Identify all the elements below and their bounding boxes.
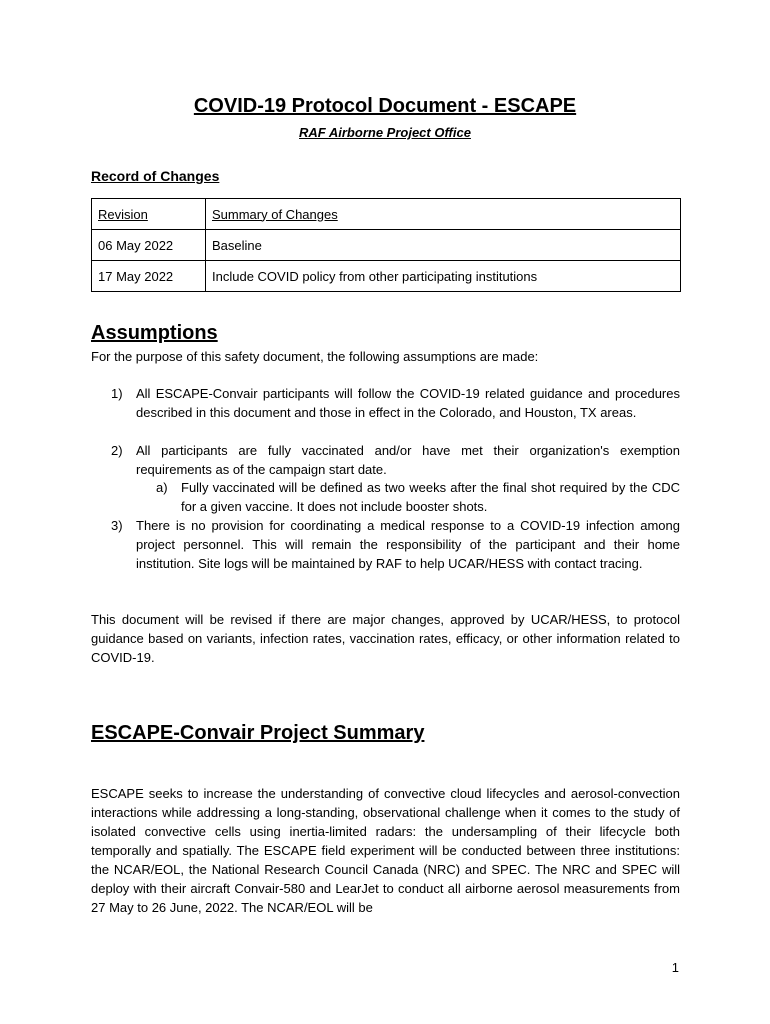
list-item-number: a) [156,480,168,495]
project-summary-body: ESCAPE seeks to increase the understanding of convective cloud lifecycles and aerosol-convection interactions while addressing a long-standing, observational challenge when it comes to the study of isolated convective cells using inertia-limited radars: the undersampling of their lifecycle both temporally and spatially. The ESCAPE field experiment will be conducted between three institutions: the NCAR/EOL, the National Research Council Canada (NRC) and SPEC. The NRC and SPEC will deploy with their aircraft Convair-580 and LearJet to conduct all airborne aerosol measurements from 27 May to 26 June, 2022. The NCAR/EOL will be [91,786,680,915]
document-subtitle: RAF Airborne Project Office [299,125,471,140]
assumptions-heading: Assumptions [91,322,218,344]
table-row [92,261,681,292]
page-number: 1 [671,960,679,975]
list-item-text: All ESCAPE-Convair participants will follow the COVID-19 related guidance and procedures described in this document and those in effect in the Colorado, and Houston, TX areas. [136,386,680,420]
revision-cell: 06 May 2022 [92,230,206,261]
column-header-revision: Revision [92,199,206,230]
list-item-number: 1) [111,386,123,401]
list-item [91,441,680,479]
table-row [92,230,681,261]
list-item-text: Fully vaccinated will be defined as two weeks after the final shot required by the CDC for a given vaccine. It does not include booster shots. [181,480,680,514]
list-item-number: 3) [111,518,123,533]
project-summary-heading: ESCAPE-Convair Project Summary [91,722,425,744]
table-header-row [92,199,681,230]
list-item [91,516,680,573]
list-item-text: There is no provision for coordinating a medical response to a COVID-19 infection among project personnel. This will remain the responsibility of the participant and their home institution. Site logs will be maintained by RAF to help UCAR/HESS with contact tracing. [136,518,680,571]
summary-cell: Baseline [206,230,681,261]
record-of-changes-table [91,198,681,292]
list-item [91,478,680,516]
summary-cell: Include COVID policy from other participating institutions [206,261,681,292]
assumptions-intro: For the purpose of this safety document, the following assumptions are made: [91,349,539,364]
revision-cell: 17 May 2022 [92,261,206,292]
assumptions-closing-paragraph: This document will be revised if there are major changes, approved by UCAR/HESS, to protocol guidance based on variants, infection rates, vaccination rates, efficacy, or other information related to COVID-19. [91,612,680,665]
list-item-text: All participants are fully vaccinated and/or have met their organization's exemption requirements as of the campaign start date. [136,443,680,477]
list-item [91,384,680,422]
list-item-number: 2) [111,443,123,458]
record-of-changes-heading: Record of Changes [91,168,220,184]
document-title: COVID-19 Protocol Document - ESCAPE [193,95,577,117]
column-header-summary: Summary of Changes [206,199,681,230]
